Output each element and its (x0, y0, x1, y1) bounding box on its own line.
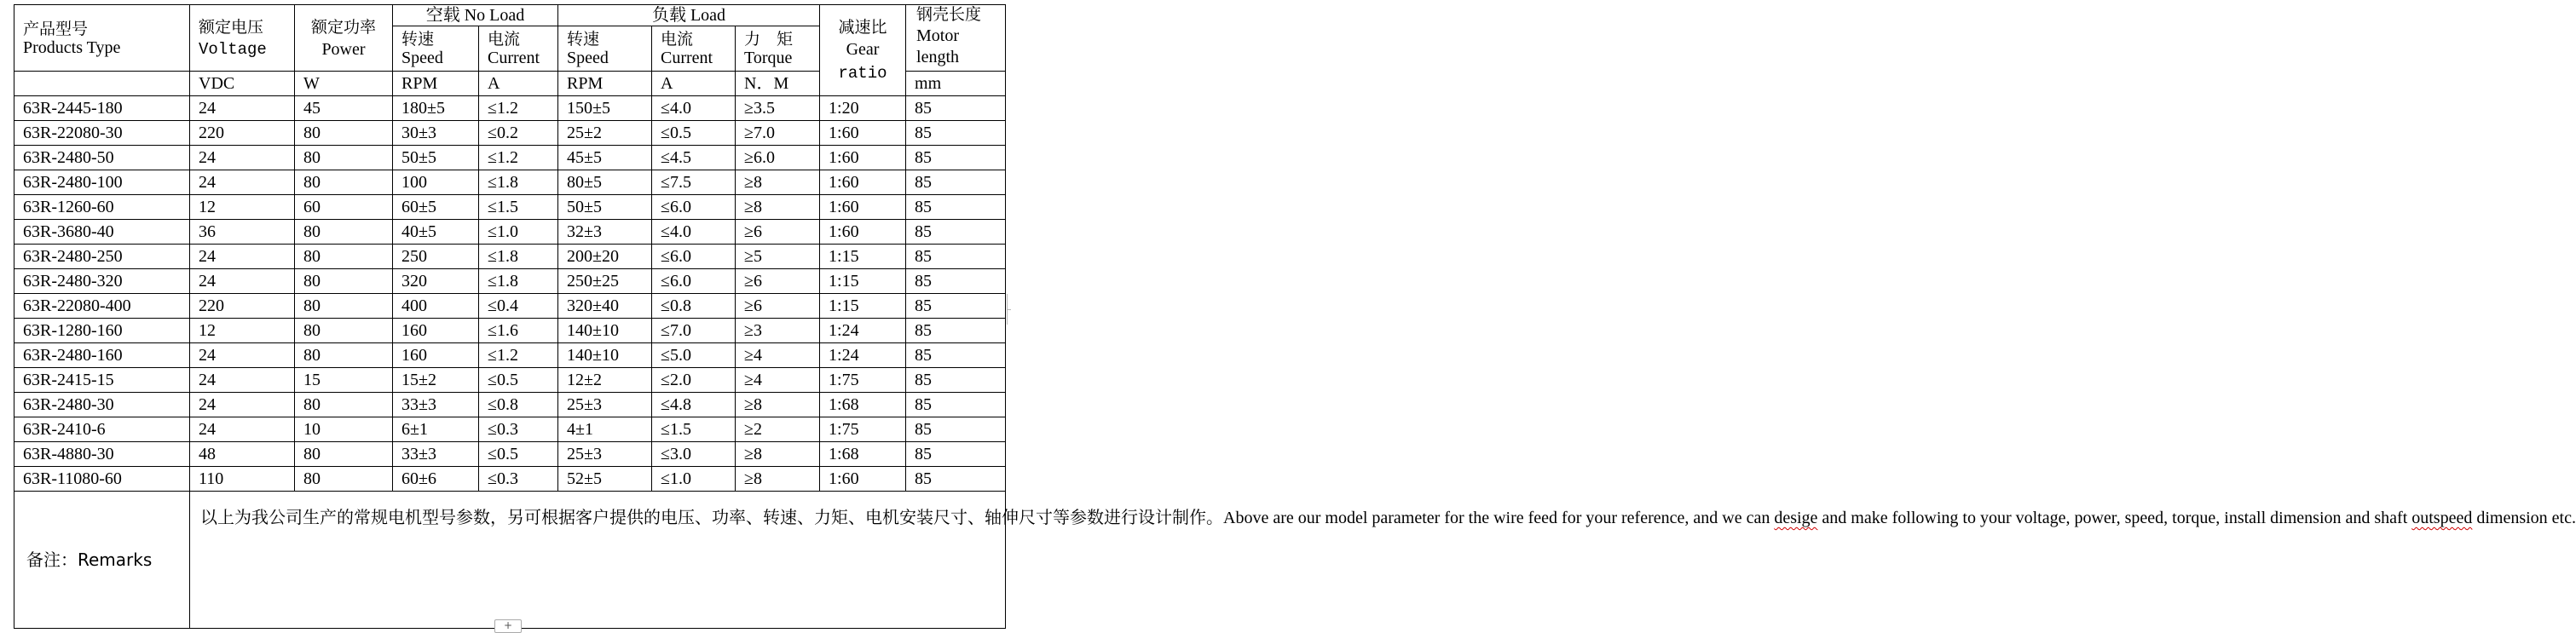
cell-load-current: ≤0.8 (652, 294, 736, 319)
cell-product-type: 63R-22080-30 (14, 121, 190, 146)
cell-no-load-current: ≤0.5 (479, 442, 558, 467)
cell-no-load-current: ≤1.2 (479, 343, 558, 368)
cell-gear-ratio: 1:75 (820, 368, 906, 393)
cell-load-current: ≤4.0 (652, 220, 736, 245)
header-no-load-speed-en: Speed (401, 49, 443, 67)
header-no-load-current (479, 26, 558, 72)
cell-power: 80 (295, 121, 393, 146)
cell-product-type: 63R-2445-180 (14, 96, 190, 121)
spellcheck-underline-outspeed[interactable]: outspeed (2411, 509, 2473, 527)
header-gear-ratio-en2: ratio (838, 64, 887, 83)
cell-load-current: ≤7.0 (652, 319, 736, 343)
cell-power: 80 (295, 269, 393, 294)
unit-load-torque: N．M (736, 72, 820, 96)
header-gear-ratio-cn: 减速比 (838, 18, 887, 37)
table-row (14, 269, 1006, 294)
cell-no-load-current: ≤0.2 (479, 121, 558, 146)
cell-load-speed: 25±2 (558, 121, 652, 146)
cell-gear-ratio: 1:60 (820, 467, 906, 492)
cell-gear-ratio: 1:15 (820, 294, 906, 319)
cell-load-torque: ≥8 (736, 467, 820, 492)
cell-load-current: ≤6.0 (652, 269, 736, 294)
table-body (14, 96, 1006, 492)
cell-gear-ratio: 1:20 (820, 96, 906, 121)
cell-no-load-speed: 160 (393, 319, 479, 343)
cell-load-torque: ≥7.0 (736, 121, 820, 146)
cell-gear-ratio: 1:68 (820, 442, 906, 467)
cell-load-speed: 12±2 (558, 368, 652, 393)
cell-load-speed: 25±3 (558, 442, 652, 467)
cell-load-speed: 32±3 (558, 220, 652, 245)
unit-load-speed: RPM (558, 72, 652, 96)
unit-motor-length: mm (906, 72, 1006, 96)
header-power-cn: 额定功率 (310, 17, 376, 37)
cell-load-speed: 250±25 (558, 269, 652, 294)
header-no-load-speed (393, 26, 479, 72)
spellcheck-underline-desige[interactable]: desige (1774, 509, 1818, 527)
cell-no-load-speed: 33±3 (393, 393, 479, 417)
cell-load-current: ≤0.5 (652, 121, 736, 146)
cell-no-load-speed: 50±5 (393, 146, 479, 170)
header-load-speed-cn: 转速 (567, 30, 600, 49)
cell-motor-length: 85 (906, 121, 1006, 146)
header-product-type-cn: 产品型号 (23, 19, 89, 38)
cell-no-load-speed: 15±2 (393, 368, 479, 393)
cell-product-type: 63R-2480-320 (14, 269, 190, 294)
remarks-text (190, 492, 2576, 629)
cell-power: 80 (295, 467, 393, 492)
cell-product-type: 63R-2480-30 (14, 393, 190, 417)
header-no-load-speed-cn: 转速 (401, 30, 435, 49)
table-expand-button[interactable]: + (494, 619, 522, 633)
cell-no-load-speed: 60±6 (393, 467, 479, 492)
cell-product-type: 63R-2480-250 (14, 245, 190, 269)
header-no-load-current-cn: 电流 (488, 30, 521, 49)
table-row (14, 393, 1006, 417)
cell-motor-length: 85 (906, 96, 1006, 121)
cell-voltage: 36 (190, 220, 295, 245)
cell-motor-length: 85 (906, 195, 1006, 220)
header-no-load: 空载 No Load (393, 5, 558, 26)
header-voltage-en: Voltage (199, 39, 267, 59)
cell-gear-ratio: 1:75 (820, 417, 906, 442)
cell-no-load-current: ≤0.8 (479, 393, 558, 417)
header-load-current-cn: 电流 (661, 30, 694, 49)
cell-load-current: ≤1.5 (652, 417, 736, 442)
header-motor-length (906, 5, 1006, 72)
header-load-speed (558, 26, 652, 72)
remarks-text-part3: dimension etc. (2472, 509, 2576, 527)
cell-product-type: 63R-2480-160 (14, 343, 190, 368)
cell-gear-ratio: 1:24 (820, 343, 906, 368)
cell-no-load-current: ≤1.0 (479, 220, 558, 245)
cell-no-load-current: ≤0.3 (479, 467, 558, 492)
table-row (14, 294, 1006, 319)
table-row (14, 442, 1006, 467)
table-row (14, 319, 1006, 343)
cell-load-current: ≤4.0 (652, 96, 736, 121)
cell-load-current: ≤6.0 (652, 245, 736, 269)
remarks-label: 备注：Remarks (14, 492, 190, 629)
header-load-torque-en: Torque (744, 49, 793, 67)
cell-load-speed: 25±3 (558, 393, 652, 417)
table-row (14, 220, 1006, 245)
cell-load-current: ≤5.0 (652, 343, 736, 368)
cell-no-load-current: ≤0.3 (479, 417, 558, 442)
table-row (14, 195, 1006, 220)
header-no-load-current-en: Current (488, 49, 540, 67)
remarks-text-part1: 以上为我公司生产的常规电机型号参数，另可根据客户提供的电压、功率、转速、力矩、电机安装尺寸、轴伸尺寸等参数进行设计制作。Above are our model parameter for the wire feed for your reference, and we can (200, 509, 1775, 527)
cell-load-current: ≤2.0 (652, 368, 736, 393)
cell-gear-ratio: 1:60 (820, 195, 906, 220)
cell-no-load-speed: 33±3 (393, 442, 479, 467)
cell-load-torque: ≥3.5 (736, 96, 820, 121)
cell-load-current: ≤3.0 (652, 442, 736, 467)
cell-voltage: 220 (190, 121, 295, 146)
cell-motor-length: 85 (906, 146, 1006, 170)
cell-product-type: 63R-1280-160 (14, 319, 190, 343)
cell-voltage: 220 (190, 294, 295, 319)
cell-voltage: 24 (190, 393, 295, 417)
cell-motor-length: 85 (906, 417, 1006, 442)
cell-load-current: ≤6.0 (652, 195, 736, 220)
cell-product-type: 63R-2415-15 (14, 368, 190, 393)
cell-no-load-current: ≤1.2 (479, 146, 558, 170)
cell-power: 45 (295, 96, 393, 121)
cell-product-type: 63R-2480-100 (14, 170, 190, 195)
cell-motor-length: 85 (906, 294, 1006, 319)
cell-load-torque: ≥3 (736, 319, 820, 343)
unit-load-current: A (652, 72, 736, 96)
unit-no-load-speed: RPM (393, 72, 479, 96)
cell-gear-ratio: 1:60 (820, 146, 906, 170)
cell-no-load-current: ≤0.4 (479, 294, 558, 319)
cell-power: 80 (295, 294, 393, 319)
header-product-type (14, 5, 190, 72)
cell-load-torque: ≥8 (736, 393, 820, 417)
cell-no-load-current: ≤1.8 (479, 245, 558, 269)
cell-power: 80 (295, 220, 393, 245)
cell-no-load-current: ≤0.5 (479, 368, 558, 393)
cell-voltage: 24 (190, 269, 295, 294)
cell-power: 80 (295, 393, 393, 417)
table-row (14, 170, 1006, 195)
cell-load-current: ≤1.0 (652, 467, 736, 492)
cell-power: 80 (295, 245, 393, 269)
cell-no-load-speed: 180±5 (393, 96, 479, 121)
header-load: 负载 Load (558, 5, 820, 26)
cell-voltage: 24 (190, 96, 295, 121)
cell-voltage: 24 (190, 417, 295, 442)
cell-load-torque: ≥4 (736, 368, 820, 393)
cell-load-torque: ≥6 (736, 269, 820, 294)
cell-product-type: 63R-2480-50 (14, 146, 190, 170)
cell-gear-ratio: 1:15 (820, 245, 906, 269)
cell-load-torque: ≥4 (736, 343, 820, 368)
table-row (14, 96, 1006, 121)
header-load-current (652, 26, 736, 72)
unit-voltage: VDC (190, 72, 295, 96)
header-motor-length-en2: length (916, 48, 960, 66)
cell-load-speed: 150±5 (558, 96, 652, 121)
cell-power: 80 (295, 343, 393, 368)
cell-no-load-speed: 160 (393, 343, 479, 368)
cell-load-current: ≤7.5 (652, 170, 736, 195)
cell-motor-length: 85 (906, 269, 1006, 294)
cell-motor-length: 85 (906, 467, 1006, 492)
table-row (14, 245, 1006, 269)
cell-load-torque: ≥8 (736, 170, 820, 195)
cell-voltage: 24 (190, 146, 295, 170)
cell-load-speed: 80±5 (558, 170, 652, 195)
table-row (14, 368, 1006, 393)
unit-power: W (295, 72, 393, 96)
cell-no-load-current: ≤1.8 (479, 269, 558, 294)
cell-load-speed: 4±1 (558, 417, 652, 442)
header-load-torque-cn: 力 矩 (744, 30, 794, 49)
cell-load-torque: ≥6 (736, 294, 820, 319)
cell-power: 80 (295, 170, 393, 195)
header-product-type-en: Products Type (23, 37, 121, 57)
cell-voltage: 24 (190, 368, 295, 393)
header-load-torque (736, 26, 820, 72)
table-row (14, 121, 1006, 146)
header-power (295, 5, 393, 72)
cell-load-torque: ≥6 (736, 220, 820, 245)
header-gear-ratio (820, 5, 906, 96)
table-row (14, 417, 1006, 442)
cell-product-type: 63R-1260-60 (14, 195, 190, 220)
cell-gear-ratio: 1:68 (820, 393, 906, 417)
cell-power: 80 (295, 442, 393, 467)
cell-motor-length: 85 (906, 220, 1006, 245)
cell-load-torque: ≥8 (736, 195, 820, 220)
cell-load-speed: 50±5 (558, 195, 652, 220)
cell-no-load-speed: 60±5 (393, 195, 479, 220)
cell-motor-length: 85 (906, 393, 1006, 417)
cell-no-load-speed: 100 (393, 170, 479, 195)
table-row (14, 343, 1006, 368)
cell-power: 10 (295, 417, 393, 442)
cell-motor-length: 85 (906, 170, 1006, 195)
header-voltage-cn: 额定电压 (199, 17, 264, 37)
header-load-speed-en: Speed (567, 49, 609, 67)
cell-voltage: 12 (190, 319, 295, 343)
cell-no-load-speed: 6±1 (393, 417, 479, 442)
cell-gear-ratio: 1:24 (820, 319, 906, 343)
header-motor-length-cn: 钢壳长度 (916, 5, 982, 24)
cell-motor-length: 85 (906, 319, 1006, 343)
cell-load-speed: 52±5 (558, 467, 652, 492)
cell-voltage: 24 (190, 245, 295, 269)
cell-no-load-speed: 250 (393, 245, 479, 269)
cell-power: 15 (295, 368, 393, 393)
cell-load-torque: ≥5 (736, 245, 820, 269)
cell-load-torque: ≥6.0 (736, 146, 820, 170)
cell-load-speed: 140±10 (558, 343, 652, 368)
cell-product-type: 63R-22080-400 (14, 294, 190, 319)
table-row (14, 467, 1006, 492)
unit-product-type (14, 72, 190, 96)
cell-no-load-current: ≤1.5 (479, 195, 558, 220)
cell-no-load-speed: 40±5 (393, 220, 479, 245)
cell-gear-ratio: 1:60 (820, 170, 906, 195)
remarks-text-part2: and make following to your voltage, power, speed, torque, install dimension and shaft (1817, 509, 2412, 527)
cell-no-load-current: ≤1.2 (479, 96, 558, 121)
cell-no-load-speed: 400 (393, 294, 479, 319)
cell-load-speed: 320±40 (558, 294, 652, 319)
header-motor-length-en: Motor (916, 26, 960, 45)
table-row (14, 146, 1006, 170)
header-gear-ratio-en: Gear (846, 40, 880, 59)
header-power-en: Power (321, 39, 366, 59)
cell-motor-length: 85 (906, 343, 1006, 368)
cell-no-load-current: ≤1.6 (479, 319, 558, 343)
cell-gear-ratio: 1:60 (820, 121, 906, 146)
cell-voltage: 12 (190, 195, 295, 220)
cell-power: 80 (295, 146, 393, 170)
cell-motor-length: 85 (906, 368, 1006, 393)
cell-product-type: 63R-2410-6 (14, 417, 190, 442)
cell-no-load-speed: 320 (393, 269, 479, 294)
cell-no-load-speed: 30±3 (393, 121, 479, 146)
header-voltage (190, 5, 295, 72)
cell-voltage: 24 (190, 170, 295, 195)
cell-load-speed: 140±10 (558, 319, 652, 343)
cell-load-current: ≤4.8 (652, 393, 736, 417)
page-edge-marker (1007, 294, 1012, 325)
cell-voltage: 110 (190, 467, 295, 492)
cell-motor-length: 85 (906, 442, 1006, 467)
cell-voltage: 24 (190, 343, 295, 368)
cell-product-type: 63R-3680-40 (14, 220, 190, 245)
cell-gear-ratio: 1:60 (820, 220, 906, 245)
cell-motor-length: 85 (906, 245, 1006, 269)
cell-power: 80 (295, 319, 393, 343)
cell-load-speed: 200±20 (558, 245, 652, 269)
header-load-current-en: Current (661, 49, 713, 67)
cell-load-torque: ≥8 (736, 442, 820, 467)
unit-no-load-current: A (479, 72, 558, 96)
motor-spec-table (14, 4, 2576, 629)
cell-load-current: ≤4.5 (652, 146, 736, 170)
cell-voltage: 48 (190, 442, 295, 467)
cell-no-load-current: ≤1.8 (479, 170, 558, 195)
cell-load-torque: ≥2 (736, 417, 820, 442)
cell-product-type: 63R-4880-30 (14, 442, 190, 467)
cell-power: 60 (295, 195, 393, 220)
cell-gear-ratio: 1:15 (820, 269, 906, 294)
cell-product-type: 63R-11080-60 (14, 467, 190, 492)
cell-load-speed: 45±5 (558, 146, 652, 170)
